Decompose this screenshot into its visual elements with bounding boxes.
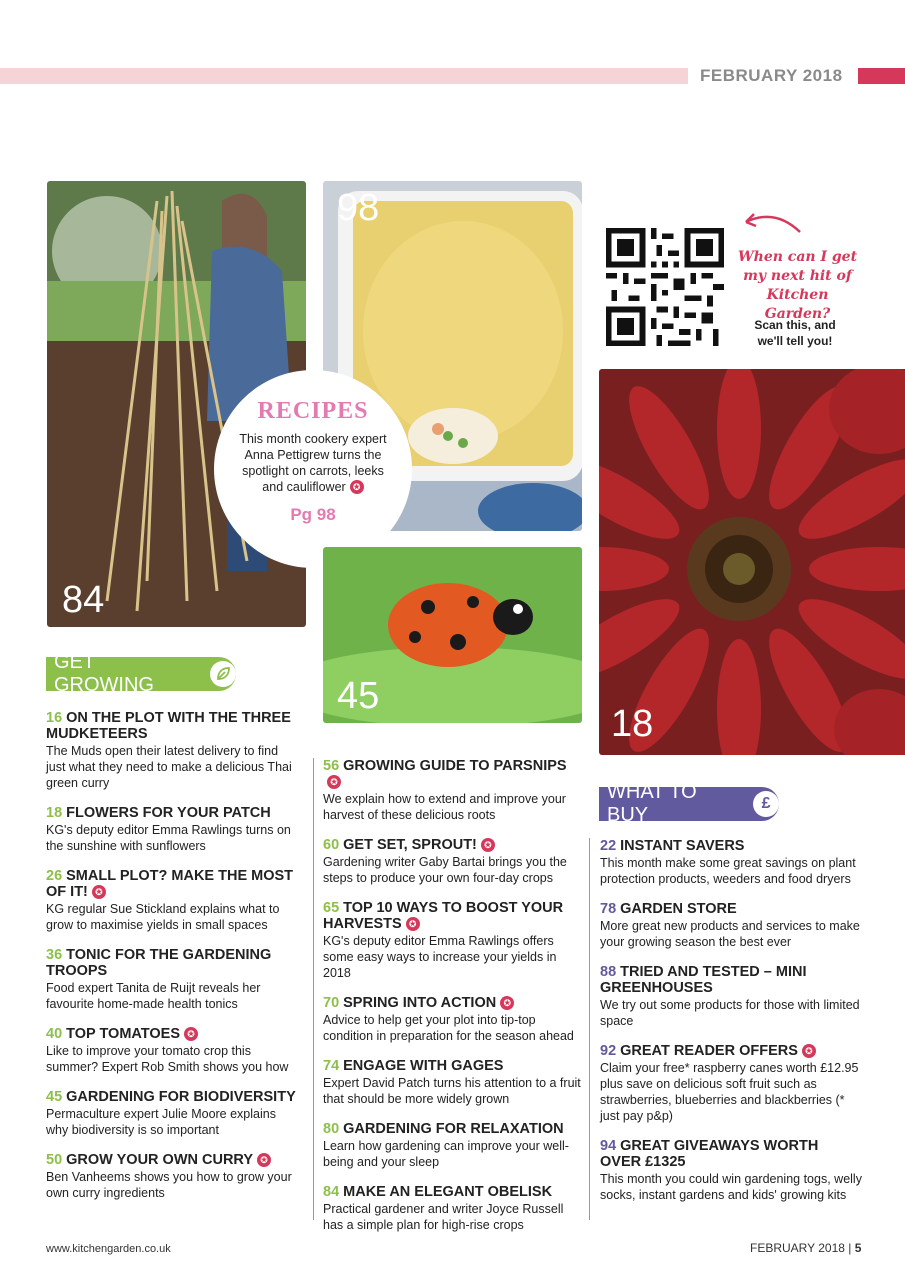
scan-prompt: When can I get my next hit of Kitchen Garden? bbox=[737, 249, 858, 322]
contents-entry[interactable] bbox=[600, 1043, 862, 1124]
entry-description: KG regular Sue Stickland explains what to grow to maximise yields in small spaces bbox=[46, 902, 280, 932]
what-to-buy-title: WHAT TO BUY bbox=[607, 781, 697, 826]
star-icon: ✪ bbox=[802, 1044, 816, 1058]
entry-title bbox=[46, 1026, 296, 1042]
entry-description: We explain how to extend and improve your harvest of these delicious roots bbox=[323, 792, 566, 822]
star-icon: ✪ bbox=[257, 1153, 271, 1167]
column-divider-right bbox=[589, 838, 590, 1220]
entry-title-text: SMALL PLOT? MAKE THE MOST OF IT! bbox=[46, 868, 294, 900]
entry-description: Gardening writer Gaby Bartai brings you the steps to produce your own four-day crops bbox=[323, 855, 567, 885]
star-icon: ✪ bbox=[500, 996, 514, 1010]
entry-title-text: GARDENING FOR RELAXATION bbox=[343, 1121, 564, 1137]
middle-list bbox=[323, 758, 581, 1247]
entry-description: Expert David Patch turns his attention to a fruit that should be more widely grown bbox=[323, 1076, 581, 1106]
entry-page-number: 50 bbox=[46, 1152, 63, 1168]
entry-title bbox=[600, 1043, 862, 1059]
entry-title-text: GARDENING FOR BIODIVERSITY bbox=[66, 1089, 296, 1105]
entry-title bbox=[323, 758, 581, 790]
entry-title bbox=[600, 901, 862, 917]
entry-description: Food expert Tanita de Ruijt reveals her favourite home-made health tonics bbox=[46, 981, 261, 1011]
contents-entry[interactable] bbox=[600, 901, 862, 950]
entry-description: This month you could win gardening togs, welly socks, instant gardens and kids' growing kits bbox=[600, 1172, 862, 1202]
contents-entry[interactable] bbox=[46, 710, 296, 791]
entry-page-number: 40 bbox=[46, 1026, 63, 1042]
sunflower-photo bbox=[599, 369, 905, 755]
entry-title bbox=[600, 838, 862, 854]
pie-page-number: 98 bbox=[337, 187, 380, 229]
entry-description: We try out some products for those with limited space bbox=[600, 998, 860, 1028]
entry-title-text: GREAT GIVEAWAYS WORTH OVER £1325 bbox=[600, 1138, 819, 1170]
entry-title bbox=[46, 1152, 296, 1168]
entry-description: KG's deputy editor Emma Rawlings offers some easy ways to increase your yields in 2018 bbox=[323, 934, 557, 980]
recipes-title: RECIPES bbox=[257, 398, 369, 424]
sunflower-page-number: 18 bbox=[611, 703, 654, 745]
contents-entry[interactable] bbox=[46, 1026, 296, 1075]
entry-page-number: 78 bbox=[600, 901, 617, 917]
entry-page-number: 26 bbox=[46, 868, 63, 884]
recipes-text: This month cookery expert Anna Pettigrew turns the spotlight on carrots, leeks and cauliflower bbox=[239, 432, 387, 494]
entry-title bbox=[46, 805, 296, 821]
column-divider-left bbox=[313, 758, 314, 1220]
entry-page-number: 80 bbox=[323, 1121, 340, 1137]
contents-entry[interactable] bbox=[323, 995, 581, 1044]
pound-icon: £ bbox=[753, 791, 779, 817]
entry-title-text: TOP 10 WAYS TO BOOST YOUR HARVESTS bbox=[323, 900, 564, 932]
contents-entry[interactable] bbox=[600, 838, 862, 887]
what-to-buy-list bbox=[600, 838, 862, 1217]
recipes-description bbox=[233, 431, 393, 495]
footer-date: FEBRUARY 2018 bbox=[750, 1241, 845, 1255]
entry-title bbox=[600, 1138, 862, 1170]
entry-title bbox=[46, 1089, 296, 1105]
entry-title bbox=[46, 947, 296, 979]
entry-page-number: 65 bbox=[323, 900, 340, 916]
get-growing-header bbox=[46, 651, 236, 696]
obelisk-page-number: 84 bbox=[62, 579, 105, 621]
entry-page-number: 74 bbox=[323, 1058, 340, 1074]
entry-title-text: TRIED AND TESTED – MINI GREENHOUSES bbox=[600, 964, 807, 996]
entry-title bbox=[46, 868, 296, 900]
get-growing-title: GET GROWING bbox=[54, 651, 154, 696]
entry-description: Practical gardener and writer Joyce Russell has a simple plan for high-rise crops bbox=[323, 1202, 564, 1232]
contents-entry[interactable] bbox=[323, 758, 581, 823]
entry-description: Permaculture expert Julie Moore explains why biodiversity is so important bbox=[46, 1107, 276, 1137]
entry-description: Ben Vanheems shows you how to grow your own curry ingredients bbox=[46, 1170, 292, 1200]
entry-title-text: GET SET, SPROUT! bbox=[343, 837, 477, 853]
entry-title bbox=[46, 710, 296, 742]
entry-description: Advice to help get your plot into tip-top condition in preparation for the season ahead bbox=[323, 1013, 574, 1043]
footer-separator: | bbox=[848, 1241, 852, 1255]
entry-title bbox=[323, 837, 581, 853]
contents-entry[interactable] bbox=[46, 1152, 296, 1201]
header-accent bbox=[858, 68, 905, 84]
leaf-icon bbox=[210, 661, 236, 687]
contents-entry[interactable] bbox=[323, 837, 581, 886]
entry-title-text: GROWING GUIDE TO PARSNIPS bbox=[343, 758, 567, 774]
entry-title-text: GARDEN STORE bbox=[620, 901, 737, 917]
entry-page-number: 45 bbox=[46, 1089, 63, 1105]
entry-title-text: ON THE PLOT WITH THE THREE MUDKETEERS bbox=[46, 710, 291, 742]
entry-description: More great new products and services to make your growing season the best ever bbox=[600, 919, 860, 949]
entry-page-number: 22 bbox=[600, 838, 617, 854]
entry-description: Claim your free* raspberry canes worth £12.95 plus save on delicious soft fruit such as strawberries, blueberries and blackberries (* just pay p&p) bbox=[600, 1061, 859, 1123]
entry-page-number: 84 bbox=[323, 1184, 340, 1200]
entry-title-text: GREAT READER OFFERS bbox=[620, 1043, 798, 1059]
entry-title bbox=[323, 1121, 581, 1137]
qr-code[interactable] bbox=[606, 228, 724, 346]
entry-page-number: 94 bbox=[600, 1138, 617, 1154]
entry-title-text: TOP TOMATOES bbox=[66, 1026, 181, 1042]
header-date: FEBRUARY 2018 bbox=[700, 66, 843, 85]
entry-description: The Muds open their latest delivery to find just what they need to make a delicious Thai green curry bbox=[46, 744, 292, 790]
entry-page-number: 70 bbox=[323, 995, 340, 1011]
curved-arrow-icon bbox=[740, 210, 804, 240]
contents-entry[interactable] bbox=[46, 805, 296, 854]
contents-entry[interactable] bbox=[46, 868, 296, 933]
header-band bbox=[0, 68, 688, 84]
star-icon: ✪ bbox=[184, 1027, 198, 1041]
contents-entry[interactable] bbox=[323, 1121, 581, 1170]
entry-description: KG's deputy editor Emma Rawlings turns on the sunshine with sunflowers bbox=[46, 823, 291, 853]
entry-title-text: SPRING INTO ACTION bbox=[343, 995, 497, 1011]
entry-page-number: 36 bbox=[46, 947, 63, 963]
star-icon: ✪ bbox=[92, 885, 106, 899]
star-icon: ✪ bbox=[406, 917, 420, 931]
ladybird-page-number: 45 bbox=[337, 675, 380, 717]
entry-title-text: MAKE AN ELEGANT OBELISK bbox=[343, 1184, 553, 1200]
entry-page-number: 56 bbox=[323, 758, 340, 774]
get-growing-list bbox=[46, 710, 296, 1215]
entry-page-number: 18 bbox=[46, 805, 63, 821]
contents-entry[interactable] bbox=[323, 1058, 581, 1107]
entry-title bbox=[323, 1058, 581, 1074]
entry-title bbox=[323, 900, 581, 932]
star-icon: ✪ bbox=[481, 838, 495, 852]
footer-page-info bbox=[750, 1241, 861, 1255]
entry-page-number: 92 bbox=[600, 1043, 617, 1059]
contents-entry[interactable] bbox=[323, 900, 581, 981]
ladybird-photo bbox=[323, 547, 582, 723]
what-to-buy-header bbox=[599, 781, 779, 826]
entry-title bbox=[323, 995, 581, 1011]
entry-description: Like to improve your tomato crop this summer? Expert Rob Smith shows you how bbox=[46, 1044, 289, 1074]
entry-page-number: 88 bbox=[600, 964, 617, 980]
scan-text: Scan this, and we'll tell you! bbox=[754, 318, 836, 348]
contents-entry[interactable] bbox=[600, 964, 862, 1029]
entry-title-text: GROW YOUR OWN CURRY bbox=[66, 1152, 254, 1168]
contents-entry[interactable] bbox=[323, 1184, 581, 1233]
contents-entry[interactable] bbox=[600, 1138, 862, 1203]
entry-description: This month make some great savings on plant protection products, weeders and food dryers bbox=[600, 856, 856, 886]
entry-title-text: TONIC FOR THE GARDENING TROOPS bbox=[46, 947, 272, 979]
recipes-callout bbox=[214, 370, 412, 568]
entry-page-number: 60 bbox=[323, 837, 340, 853]
contents-entry[interactable] bbox=[46, 947, 296, 1012]
entry-title-text: INSTANT SAVERS bbox=[620, 838, 745, 854]
star-icon: ✪ bbox=[327, 775, 341, 789]
entry-page-number: 16 bbox=[46, 710, 63, 726]
entry-title bbox=[323, 1184, 581, 1200]
entry-title-text: FLOWERS FOR YOUR PATCH bbox=[66, 805, 271, 821]
contents-entry[interactable] bbox=[46, 1089, 296, 1138]
entry-title bbox=[600, 964, 862, 996]
star-icon: ✪ bbox=[350, 480, 364, 494]
recipes-page: Pg 98 bbox=[290, 505, 336, 524]
footer-page-number: 5 bbox=[854, 1241, 862, 1255]
footer-url[interactable]: www.kitchengarden.co.uk bbox=[46, 1243, 171, 1255]
entry-description: Learn how gardening can improve your well-being and your sleep bbox=[323, 1139, 569, 1169]
entry-title-text: ENGAGE WITH GAGES bbox=[343, 1058, 504, 1074]
